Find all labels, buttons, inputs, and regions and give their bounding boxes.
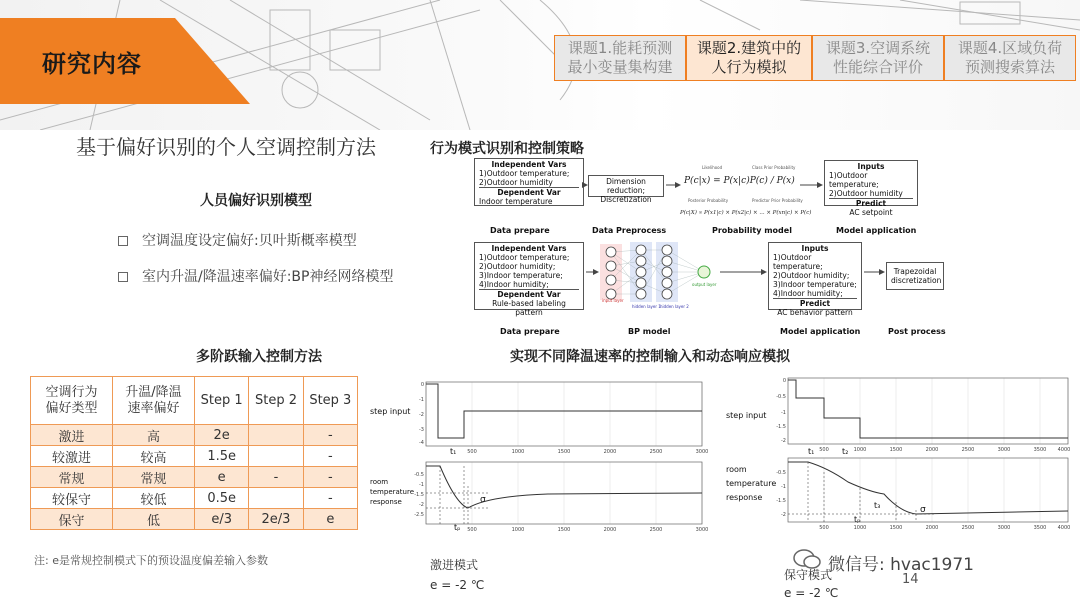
table-row <box>31 488 358 509</box>
table-row <box>31 509 358 530</box>
sim-right-t3: t₃ <box>874 501 881 510</box>
bullet-1-text: 空调温度设定偏好:贝叶斯概率模型 <box>142 233 357 249</box>
topic-tab-1-line2: 最小变量集构建 <box>567 58 673 76</box>
flow1-box1-line3: Indoor temperature <box>479 197 553 206</box>
y-tick: -0.5 <box>414 472 424 478</box>
table-row <box>31 446 358 467</box>
flow2-caption-3: Model application <box>780 327 861 336</box>
y-tick: -1.5 <box>776 424 786 430</box>
table-cell: 保守 <box>31 509 113 530</box>
layer-label-output: output layer <box>692 282 717 287</box>
y-tick: 0 <box>420 382 424 388</box>
page-title: 研究内容 <box>42 50 142 78</box>
topic-tab-3-line1: 课题3.空调系统 <box>825 39 931 57</box>
x-tick: 2000 <box>603 527 617 533</box>
x-tick: 1000 <box>511 449 525 455</box>
table-cell: e <box>303 509 357 530</box>
x-tick: 2500 <box>649 449 663 455</box>
model-title: 人员偏好识别模型 <box>200 193 312 209</box>
x-tick: 2000 <box>925 525 939 531</box>
sim-left-plot <box>368 374 718 534</box>
flow1-box2-line1: Dimension reduction; <box>606 177 646 195</box>
topic-tab-4-line2: 预测搜索算法 <box>964 58 1055 76</box>
x-tick: 500 <box>819 447 829 453</box>
sim-left-resp-line2: temperature <box>370 488 414 496</box>
bayes-label-posterior: Posterior Probability <box>688 198 729 203</box>
sim-left-resp-line3: response <box>370 498 402 506</box>
flow2-box1-line3: 3)Indoor temperature; <box>479 271 563 280</box>
flow1-box1-head: Independent Vars <box>491 160 567 169</box>
flow2-box1-line4: 4)Indoor humidity; <box>479 280 549 289</box>
flow1-caption-3: Probability model <box>712 226 792 235</box>
x-tick: 2500 <box>961 447 975 453</box>
sim-right-plot <box>724 372 1076 538</box>
step-table <box>30 376 358 530</box>
flow2-box1-head2: Dependent Var <box>479 289 579 299</box>
flow1-box3-line3: AC setpoint <box>849 208 893 217</box>
table-cell: 较低 <box>113 488 195 509</box>
flow2-box2-head2: Predict <box>773 298 857 308</box>
y-tick: -1.5 <box>414 492 424 498</box>
flow1-box1-head2: Dependent Var <box>479 187 579 197</box>
flow1-box3-head2: Predict <box>829 198 913 208</box>
sim-right-step-label: step input <box>726 411 767 420</box>
x-tick: 500 <box>819 525 829 531</box>
flow2-box1-line5: Rule-based labeling pattern <box>492 299 566 317</box>
x-tick: 500 <box>467 527 477 533</box>
y-tick: -2.5 <box>414 512 424 518</box>
flow1-box2-line2: Discretization <box>600 195 652 204</box>
th-type <box>31 377 113 425</box>
sim-left-sigma: σ <box>480 495 486 505</box>
bayes-label-predictor: Predictor Prior Probability <box>752 198 803 203</box>
table-cell <box>249 488 303 509</box>
topic-tab-3[interactable] <box>812 35 944 81</box>
sim-left-e: e = -2 ℃ <box>430 578 485 592</box>
bayes-label-prior: Class Prior Probability <box>752 165 796 170</box>
x-tick: 1500 <box>889 525 903 531</box>
flow2-box3-line1: Trapezoidal <box>893 267 937 276</box>
table-cell: 较高 <box>113 446 195 467</box>
table-cell <box>249 425 303 446</box>
sim-left-tp: tₚ <box>454 523 461 532</box>
wechat-icon <box>792 548 822 570</box>
sim-right-tp: tₚ <box>854 515 861 524</box>
topic-tab-4[interactable] <box>944 35 1076 81</box>
flow2-box2-line3: 3)Indoor temperature; <box>773 280 857 289</box>
x-tick: 3000 <box>695 527 709 533</box>
y-tick: -1 <box>781 410 786 416</box>
layer-label-hidden2: hidden layer 2 <box>660 304 689 309</box>
page-number: 14 <box>902 572 919 587</box>
th-step3: Step 3 <box>303 377 357 425</box>
x-tick: 3500 <box>1033 525 1047 531</box>
y-tick: -0.5 <box>776 470 786 476</box>
bullet-1 <box>118 230 357 250</box>
bayes-label-likelihood: Likelihood <box>702 165 723 170</box>
table-header-row <box>31 377 358 425</box>
bayes-formula-2: P(c|X) ∝ P(x1|c) × P(x2|c) × ... × P(xn|c) × P(c) <box>680 210 812 216</box>
y-tick: -2 <box>781 512 786 518</box>
th-type-line1: 空调行为 <box>45 384 98 400</box>
flow1-box3-line2: 2)Outdoor humidity <box>829 189 903 198</box>
topic-tab-2[interactable] <box>686 35 812 81</box>
table-row <box>31 425 358 446</box>
table-cell: 1.5e <box>195 446 249 467</box>
table-cell: 较保守 <box>31 488 113 509</box>
th-rate-line2: 速率偏好 <box>127 400 180 416</box>
table-cell: 2e <box>195 425 249 446</box>
flow1-box3-head: Inputs <box>857 162 885 171</box>
flow1-caption-1: Data prepare <box>490 226 550 235</box>
flow2-box2-line1: 1)Outdoor temperature; <box>773 253 823 271</box>
bullet-square-icon <box>118 272 128 282</box>
wechat-watermark: 微信号: hvac1971 <box>828 555 974 575</box>
flow1-box1-line2: 2)Outdoor humidity <box>479 178 553 187</box>
x-tick: 1500 <box>557 527 571 533</box>
flow2-box3-line2: discretization <box>891 276 942 285</box>
sim-left-t1: t₁ <box>450 447 457 456</box>
th-step1: Step 1 <box>195 377 249 425</box>
y-tick: -4 <box>419 440 424 446</box>
flow1-box1-line1: 1)Outdoor temperature; <box>479 169 570 178</box>
flow1-caption-2: Data Preprocess <box>592 226 667 235</box>
topic-tab-1-line1: 课题1.能耗预测 <box>567 39 673 57</box>
y-tick: -1 <box>781 484 786 490</box>
sim-title: 实现不同降温速率的控制输入和动态响应模拟 <box>510 349 790 365</box>
table-cell: 0.5e <box>195 488 249 509</box>
sim-right-resp-line2: temperature <box>726 479 777 488</box>
table-cell: e/3 <box>195 509 249 530</box>
table-cell: - <box>249 467 303 488</box>
y-tick: -3 <box>419 427 424 433</box>
x-tick: 1000 <box>853 447 867 453</box>
main-heading: 基于偏好识别的个人空调控制方法 <box>76 135 376 159</box>
table-cell: 常规 <box>31 467 113 488</box>
y-tick: -1 <box>419 482 424 488</box>
y-tick: -1.5 <box>776 498 786 504</box>
x-tick: 3500 <box>1033 447 1047 453</box>
sim-right-e: e = -2 ℃ <box>784 586 839 600</box>
table-cell: 2e/3 <box>249 509 303 530</box>
flow1-arrows <box>470 150 940 220</box>
table-cell: 较激进 <box>31 446 113 467</box>
x-tick: 2000 <box>603 449 617 455</box>
topic-tab-3-line2: 性能综合评价 <box>832 58 923 76</box>
y-tick: -1 <box>419 397 424 403</box>
table-cell: 激进 <box>31 425 113 446</box>
sim-right-t2: t₂ <box>842 447 849 456</box>
flow2-box2-line4: 4)Indoor humidity; <box>773 289 843 298</box>
flow2-caption-1: Data prepare <box>500 327 560 336</box>
bullet-2-text: 室内升温/降温速率偏好:BP神经网络模型 <box>142 269 394 285</box>
sim-right-resp-line3: response <box>726 493 763 502</box>
layer-label-hidden1: hidden layer 1 <box>632 304 661 309</box>
x-tick: 3000 <box>997 525 1011 531</box>
x-tick: 3000 <box>695 449 709 455</box>
neural-network-diagram <box>580 238 890 314</box>
sim-right-resp-line1: room <box>726 465 747 474</box>
bullet-2 <box>118 266 393 286</box>
th-step2: Step 2 <box>249 377 303 425</box>
sim-left-mode: 激进模式 <box>430 558 479 572</box>
table-cell: 低 <box>113 509 195 530</box>
layer-label-input: input layer <box>602 298 624 303</box>
th-rate-line1: 升温/降温 <box>125 384 182 400</box>
y-tick: -2 <box>781 438 786 444</box>
flow2-box2-line2: 2)Outdoor humidity; <box>773 271 850 280</box>
flow2-box1-line2: 2)Outdoor humidity; <box>479 262 556 271</box>
table-cell: - <box>303 467 357 488</box>
flow2-box1-head: Independent Vars <box>491 244 567 253</box>
topic-tab-1[interactable] <box>554 35 686 81</box>
x-tick: 1000 <box>511 527 525 533</box>
footnote: 注: e是常规控制模式下的预设温度偏差输入参数 <box>34 554 268 567</box>
x-tick: 2500 <box>649 527 663 533</box>
flow2-caption-2: BP model <box>628 327 671 336</box>
flow2-box2-head: Inputs <box>801 244 829 253</box>
y-tick: -2 <box>419 502 424 508</box>
table-cell: - <box>303 488 357 509</box>
y-tick: -0.5 <box>776 394 786 400</box>
topic-tab-4-line1: 课题4.区域负荷 <box>957 39 1063 57</box>
sub-heading: 行为模式识别和控制策略 <box>430 141 584 157</box>
sim-right-sigma: σ <box>920 505 926 515</box>
flow1-box3-line1: 1)Outdoor temperature; <box>829 171 879 189</box>
sim-right-mode: 保守模式 <box>784 568 833 582</box>
table-cell: e <box>195 467 249 488</box>
x-tick: 2500 <box>961 525 975 531</box>
table-cell: - <box>303 425 357 446</box>
multistep-title: 多阶跃输入控制方法 <box>196 349 322 365</box>
x-tick: 2000 <box>925 447 939 453</box>
x-tick: 1500 <box>889 447 903 453</box>
x-tick: 1500 <box>557 449 571 455</box>
th-type-line2: 偏好类型 <box>45 400 98 416</box>
bayes-formula: P(c|x) = P(x|c)P(c) / P(x) <box>684 176 795 186</box>
flow1-caption-4: Model application <box>836 226 917 235</box>
flow2-data-prepare-box <box>474 242 584 317</box>
x-tick: 1000 <box>853 525 867 531</box>
x-tick: 4000 <box>1057 525 1071 531</box>
x-tick: 500 <box>467 449 477 455</box>
sim-left-resp-line1: room <box>370 478 389 486</box>
sim-right-t1: t₁ <box>808 447 815 456</box>
table-cell <box>249 446 303 467</box>
y-tick: 0 <box>782 378 786 384</box>
flow2-box1-line1: 1)Outdoor temperature; <box>479 253 570 262</box>
x-tick: 4000 <box>1057 447 1071 453</box>
table-cell: - <box>303 446 357 467</box>
flow2-caption-4: Post process <box>888 327 946 336</box>
table-cell: 常规 <box>113 467 195 488</box>
topic-tab-2-line2: 人行为模拟 <box>711 58 787 76</box>
th-rate <box>113 377 195 425</box>
flow2-box2-line5: AC behavior pattern <box>777 308 853 317</box>
topic-tab-2-line1: 课题2.建筑中的 <box>696 39 802 57</box>
sim-left-step-label: step input <box>370 407 411 416</box>
x-tick: 3000 <box>997 447 1011 453</box>
flow2-postprocess-box <box>886 262 944 290</box>
bullet-square-icon <box>118 236 128 246</box>
table-row <box>31 467 358 488</box>
table-cell: 高 <box>113 425 195 446</box>
y-tick: -2 <box>419 412 424 418</box>
